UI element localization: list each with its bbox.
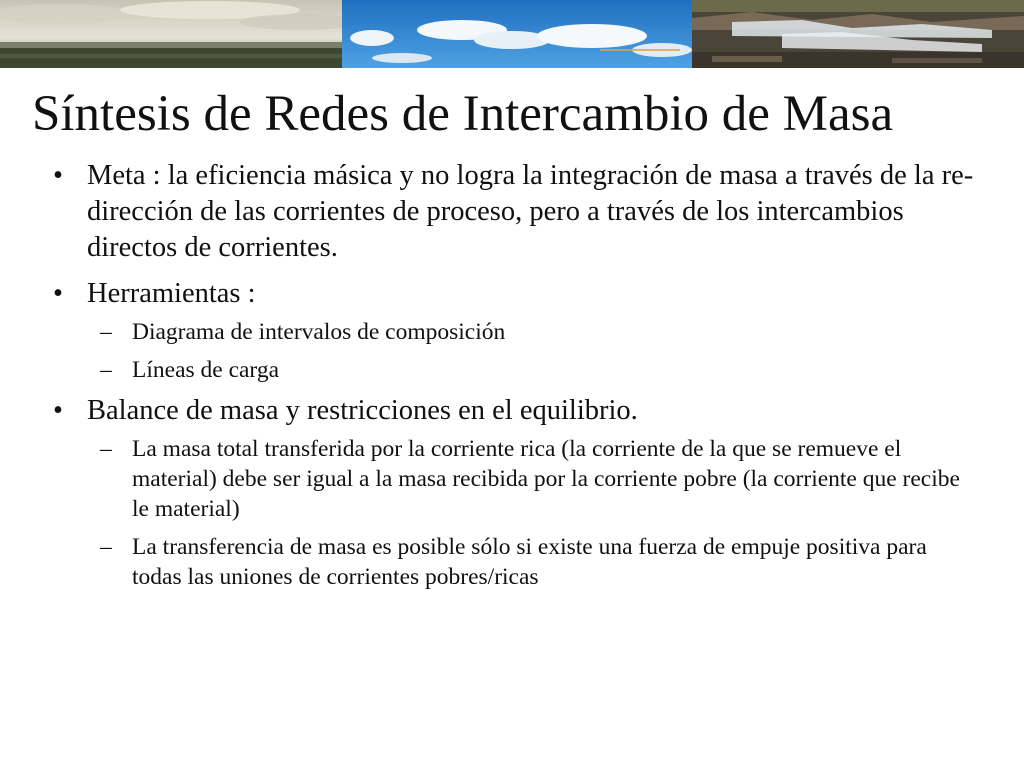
sub-item-text: Líneas de carga [132, 357, 280, 383]
dash-marker: – [100, 319, 112, 345]
slide-title: Síntesis de Redes de Intercambio de Masa [32, 86, 894, 142]
bullet-item-tools [0, 276, 1024, 312]
bullet-marker: • [53, 160, 63, 191]
sub-item-text: La transferencia de masa es posible sólo si existe una fuerza de empuje positiva para todas las uniones de corrientes pobres/ricas [132, 534, 927, 590]
sub-item-text: La masa total transferida por la corriente rica (la corriente de la que se remueve el material) debe ser igual a la masa recibida por la corriente pobre (la corriente que recibe le material) [132, 436, 960, 522]
bullet-item-mass-balance [0, 393, 1024, 429]
dash-marker: – [100, 436, 112, 462]
bullet-marker: • [53, 395, 63, 426]
dash-marker: – [100, 534, 112, 560]
bullet-item-goal [0, 158, 1024, 266]
sub-item-mass-transfer-equality [0, 434, 1024, 524]
sub-item-driving-force [0, 532, 1024, 592]
bullet-text: Balance de masa y restricciones en el equilibrio. [87, 395, 638, 426]
header-banner [0, 0, 1024, 68]
sub-item-load-lines [0, 355, 1024, 385]
bullet-text: Meta : la eficiencia másica y no logra la integración de masa a través de la re-dirección de las corrientes de proceso, pero a través de los intercambios directos de corrientes. [87, 160, 974, 263]
slide-body [0, 158, 1024, 600]
bullet-text: Herramientas : [87, 278, 256, 309]
sub-item-text: Diagrama de intervalos de composición [132, 319, 506, 345]
bullet-marker: • [53, 278, 63, 309]
sky-clouds-image [342, 0, 692, 68]
dash-marker: – [100, 357, 112, 383]
landscape-plain-image [0, 0, 342, 68]
sub-item-composition-diagram [0, 317, 1024, 347]
waterfall-rocks-image [692, 0, 1024, 68]
